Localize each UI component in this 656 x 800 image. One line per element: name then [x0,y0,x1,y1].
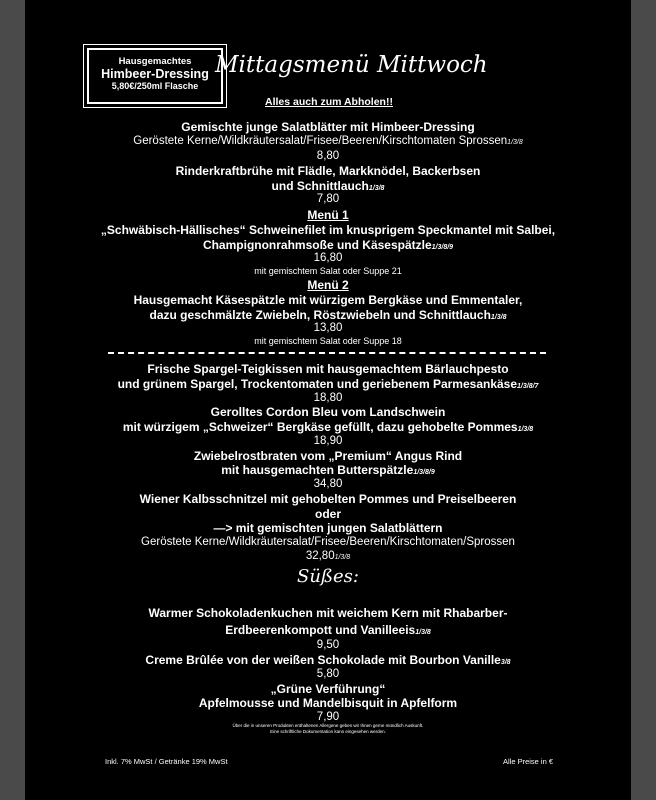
menu-page [25,0,631,800]
menu1-line-1: „Schwäbisch-Hällisches“ Schweinefilet im knusprigem Speckmantel mit Salbei, [100,223,556,237]
menu2-line-2 [25,308,631,322]
menu2-line-1: Hausgemacht Käsespätzle mit würzigem Bergkäse und Emmentaler, [133,293,523,307]
zwiebel-line-2 [25,463,631,477]
menu2-allergens: 1/3/8 [490,314,507,321]
spargel-line-2-text: und grünem Spargel, Trockentomaten und geriebenem Parmesankäse [117,377,518,391]
cordon-line-2-text: mit würzigem „Schweizer“ Bergkäse gefüllt, dazu gehobelte Pommes [122,420,518,434]
brueh-price: 7,80 [316,193,340,205]
kuchen-price: 9,50 [316,639,340,651]
salat-name: Gemischte junge Salatblätter mit Himbeer-Dressing [181,120,475,134]
salat-price: 8,80 [316,150,340,162]
currency-note: Alle Preise in € [503,757,554,766]
promo-line-3: 5,80€/250ml Flasche [111,81,199,91]
gruen-line-2: Apfelmousse und Mandelbisquit in Apfelform [198,696,458,710]
promo-line-2: Himbeer-Dressing [101,67,209,81]
zwiebel-price: 34,80 [313,478,343,490]
allergen-note-1: Über die in unseren Produkten enthaltenen Allergene geben wir Ihnen gerne mündlich Auskunft. [232,723,424,728]
brueh-allergens: 1/3/8 [368,185,385,192]
salat-allergens: 1/3/8 [507,139,523,146]
allergen-note-2: Eine schriftliche Dokumentation kann eingesehen werden. [270,729,386,734]
gruen-price: 7,90 [316,711,340,723]
dashed-divider [108,352,546,354]
promo-line-1: Hausgemachtes [118,56,192,67]
brueh-line-1: Rinderkraftbrühe mit Flädle, Markknödel, Backerbsen [175,164,481,178]
zwiebel-allergens: 1/3/8/9 [413,469,435,476]
cordon-line-1: Gerolltes Cordon Bleu vom Landschwein [210,405,446,419]
menu1-extra: mit gemischtem Salat oder Suppe 21 [254,266,402,276]
spargel-line-2 [25,377,631,391]
wiener-line-3: —> mit gemischten jungen Salatblättern [213,521,443,535]
menu2-price: 13,80 [313,322,343,334]
menu1-heading: Menü 1 [307,208,349,222]
creme-name [25,653,631,667]
menu2-line-2-text: dazu geschmälzte Zwiebeln, Röstzwiebeln und Schnittlauch [149,308,491,322]
wiener-allergens: 1/3/8 [334,554,351,561]
wiener-price [25,550,631,562]
creme-name-text: Creme Brûlée von der weißen Schokolade mit Bourbon Vanille [145,653,501,667]
creme-price: 5,80 [316,668,340,680]
zwiebel-line-2-text: mit hausgemachten Butterspätzle [221,463,414,477]
takeaway-note: Alles auch zum Abholen!! [265,96,393,108]
wiener-line-2: oder [314,507,341,521]
kuchen-line-2 [25,623,631,637]
menu1-line-2-text: Champignonrahmsoße und Käsespätzle [202,238,432,252]
kuchen-allergens: 1/3/8 [415,629,431,636]
menu2-heading: Menü 2 [307,278,349,292]
brueh-line-2 [25,179,631,193]
salat-description [25,135,631,147]
salat-desc-text: Geröstete Kerne/Wildkräutersalat/Frisee/Beeren/Kirschtomaten Sprossen [133,135,508,147]
dressing-promo-box [87,48,223,104]
wiener-price-text: 32,80 [305,550,335,562]
menu-title: Mittagsmenü Mittwoch [215,52,488,78]
kuchen-line-1: Warmer Schokoladenkuchen mit weichem Kern mit Rhabarber- [148,606,508,620]
wiener-line-1: Wiener Kalbsschnitzel mit gehobelten Pommes und Preiselbeeren [139,492,517,506]
menu1-line-2 [25,238,631,252]
cordon-price: 18,90 [313,435,343,447]
menu1-price: 16,80 [313,252,343,264]
vat-note: Inkl. 7% MwSt / Getränke 19% MwSt [105,757,228,766]
cordon-line-2 [25,420,631,434]
wiener-description: Geröstete Kerne/Wildkräutersalat/Frisee/Beeren/Kirschtomaten/Sprossen [141,536,515,548]
gruen-line-1: „Grüne Verführung“ [270,682,386,696]
menu2-extra: mit gemischtem Salat oder Suppe 18 [254,336,402,346]
spargel-allergens: 1/3/8/7 [517,383,539,390]
spargel-price: 18,80 [313,392,343,404]
brueh-line-2-text: und Schnittlauch [271,179,369,193]
zwiebel-line-1: Zwiebelrostbraten vom „Premium“ Angus Rind [193,449,463,463]
spargel-line-1: Frische Spargel-Teigkissen mit hausgemachtem Bärlauchpesto [147,362,509,376]
cordon-allergens: 1/3/8 [517,426,534,433]
sweets-heading: Süßes: [297,566,359,587]
menu1-allergens: 1/3/8/9 [431,244,454,251]
creme-allergens: 3/8 [500,659,511,666]
kuchen-line-2-text: Erdbeerenkompott und Vanilleeis [225,623,416,637]
